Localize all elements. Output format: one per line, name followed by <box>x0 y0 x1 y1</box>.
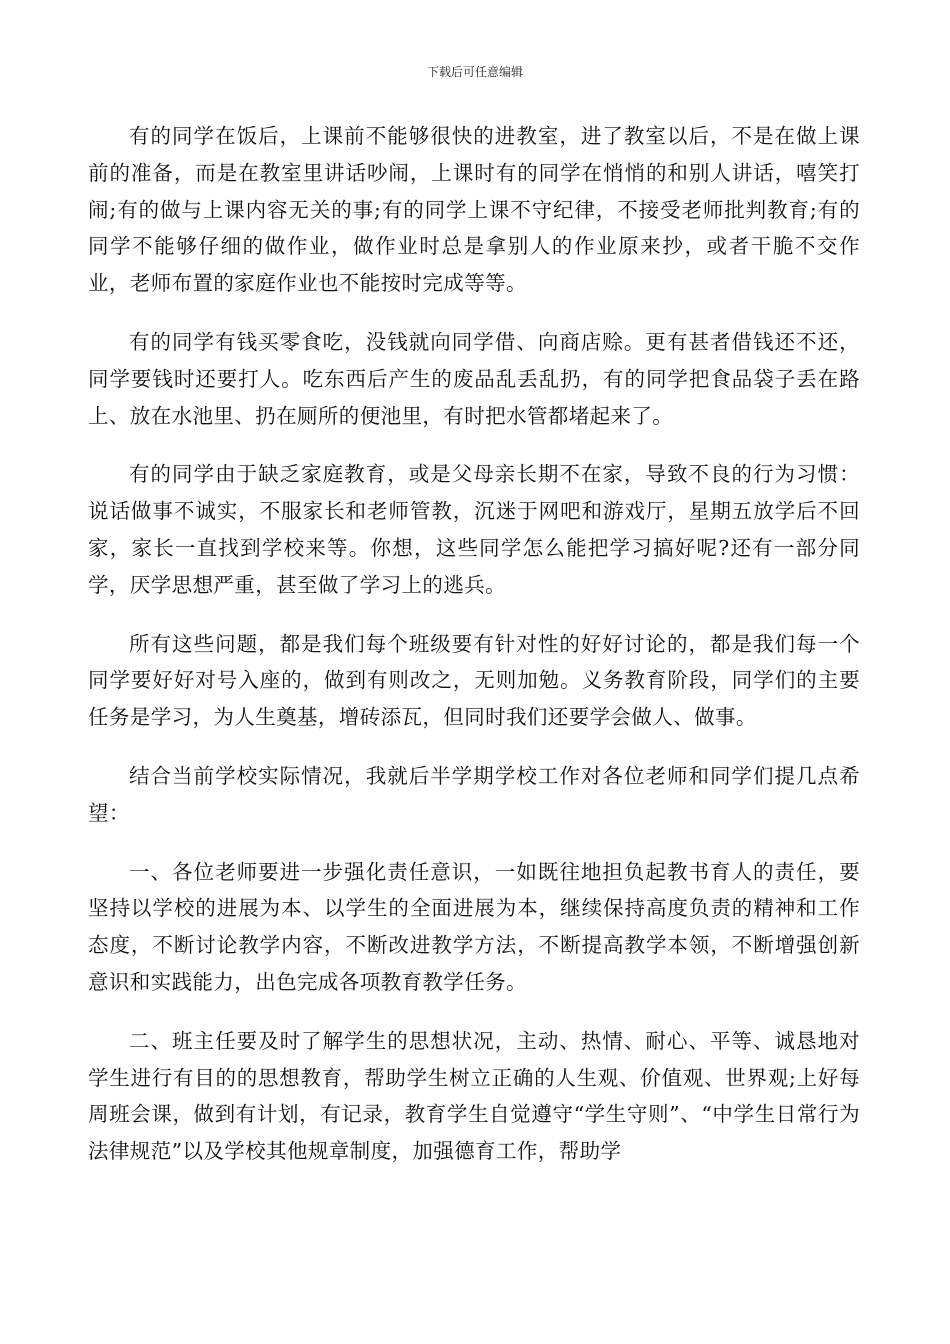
paragraph: 有的同学有钱买零食吃，没钱就向同学借、向商店赊。更有甚者借钱还不还，同学要钱时还要打人。吃东西后产生的废品乱丢乱扔，有的同学把食品袋子丢在路上、放在水池里、扔在厕所的便池里，有时把水管都堵起来了。 <box>88 329 860 428</box>
paragraph: 一、各位老师要进一步强化责任意识，一如既往地担负起教书育人的责任，要坚持以学校的进展为本、以学生的全面进展为本，继续保持高度负责的精神和工作态度，不断讨论教学内容，不断改进教学方法，不断提高教学本领，不断增强创新意识和实践能力，出色完成各项教育教学任务。 <box>88 859 860 994</box>
paragraph: 二、班主任要及时了解学生的思想状况，主动、热情、耐心、平等、诚恳地对学生进行有目的的思想教育，帮助学生树立正确的人生观、价值观、世界观;上好每周班会课，做到有计划，有记录，教育学生自觉遵守“学生守则”、“中学生日常行为法律规范”以及学校其他规章制度，加强德育工作，帮助学 <box>88 1028 860 1164</box>
page-header: 下载后可任意编辑 <box>426 65 523 79</box>
paragraph: 有的同学在饭后，上课前不能够很快的进教室，进了教室以后，不是在做上课前的准备，而是在教室里讲话吵闹，上课时有的同学在悄悄的和别人讲话，嘻笑打闹;有的做与上课内容无关的事;有的同学上课不守纪律，不接受老师批判教育;有的同学不能够仔细的做作业，做作业时总是拿别人的作业原来抄，或者干脆不交作业，老师布置的家庭作业也不能按时完成等等。 <box>88 124 860 296</box>
paragraph: 有的同学由于缺乏家庭教育，或是父母亲长期不在家，导致不良的行为习惯：说话做事不诚实，不服家长和老师管教，沉迷于网吧和游戏厅，星期五放学后不回家，家长一直找到学校来等。你想，这些同学怎么能把学习搞好呢?还有一部分同学，厌学思想严重，甚至做了学习上的逃兵。 <box>88 462 860 597</box>
paragraph: 结合当前学校实际情况，我就后半学期学校工作对各位老师和同学们提几点希望： <box>88 763 860 825</box>
paragraph: 所有这些问题，都是我们每个班级要有针对性的好好讨论的，都是我们每一个同学要好好对号入座的，做到有则改之，无则加勉。义务教育阶段，同学们的主要任务是学习，为人生奠基，增砖添瓦，但同时我们还要学会做人、做事。 <box>88 631 860 730</box>
document-body <box>88 118 860 1170</box>
